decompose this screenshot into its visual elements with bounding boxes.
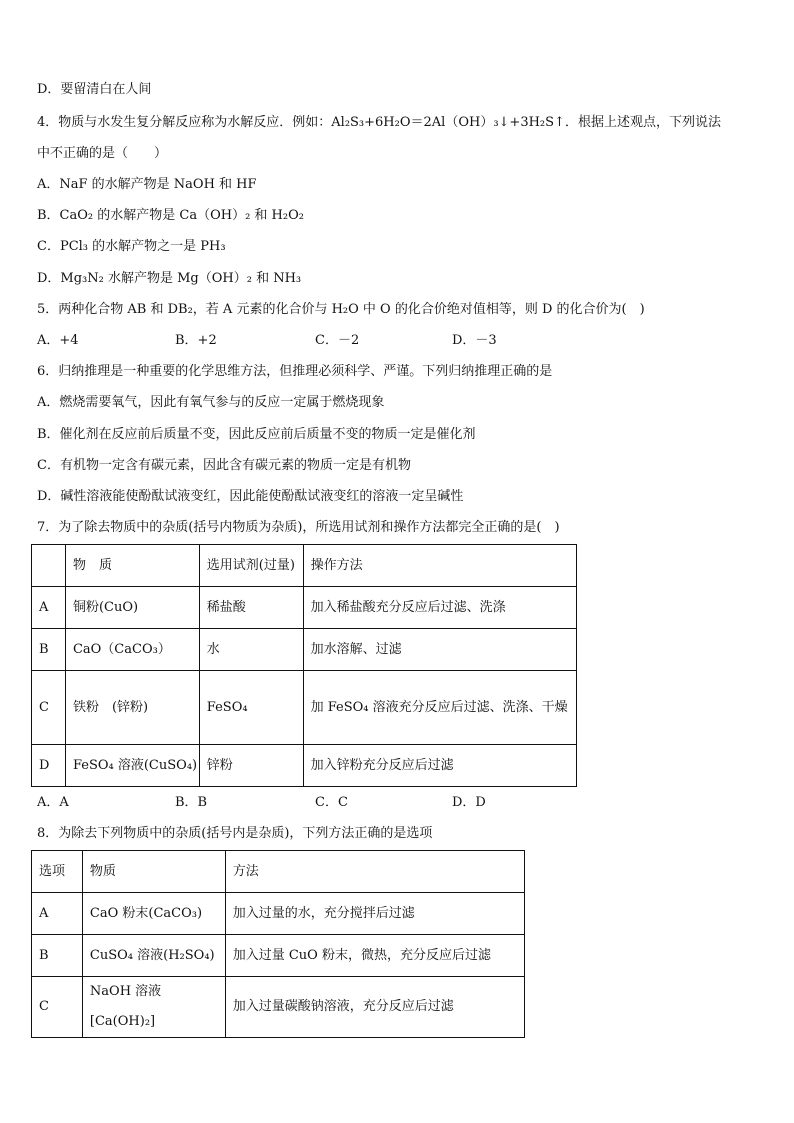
table-cell: 加入过量 CuO 粉末，微热，充分反应后过滤 [225,935,524,977]
q7-header-cell: 操作方法 [303,545,576,587]
table-cell: FeSO₄ [199,671,303,745]
table-row [32,977,525,1038]
table-cell: CaO 粉末(CaCO₃) [82,893,225,935]
q5-stem: 5．两种化合物 AB 和 DB₂，若 A 元素的化合价与 H₂O 中 O 的化合价绝对值相等，则 D 的化合价为( ) [37,302,645,317]
q4-option-d: D．Mg₃N₂ 水解产物是 Mg（OH）₂ 和 NH₃ [37,271,302,286]
q8-table-header-row [32,851,525,893]
q6-option-c: C．有机物一定含有碳元素，因此含有碳元素的物质一定是有机物 [37,458,411,473]
table-row [32,893,525,935]
q7-option-b: B．B [175,795,208,810]
q8-header-cell: 方法 [225,851,524,893]
table-row [32,671,577,745]
table-cell: 加入稀盐酸充分反应后过滤、洗涤 [303,587,576,629]
q6-option-b: B．催化剂在反应前后质量不变，因此反应前后质量不变的物质一定是催化剂 [37,427,476,442]
q7-header-cell: 物 质 [65,545,199,587]
q5-option-b: B．+2 [175,333,217,348]
q4-stem-line1: 4．物质与水发生复分解反应称为水解反应．例如：Al₂S₃+6H₂O＝2Al（OH）₃↓+3H₂S↑．根据上述观点，下列说法 [37,115,721,130]
q3-option-d: D．要留清白在人间 [37,82,152,97]
q7-table-header-row [32,545,577,587]
q7-option-d: D．D [452,795,486,810]
table-cell: 加水溶解、过滤 [303,629,576,671]
q6-option-d: D．碱性溶液能使酚酞试液变红，因此能使酚酞试液变红的溶液一定呈碱性 [37,489,464,504]
q4-stem-line2: 中不正确的是（ ） [37,146,168,161]
table-cell: 水 [199,629,303,671]
table-cell: B [32,629,66,671]
table-cell: FeSO₄ 溶液(CuSO₄) [65,745,199,787]
q7-table [31,544,577,787]
table-cell: A [32,587,66,629]
q5-option-d: D．－3 [452,333,497,348]
table-cell: 铁粉 (锌粉) [65,671,199,745]
table-cell: 加入过量的水，充分搅拌后过滤 [225,893,524,935]
table-row [32,629,577,671]
q6-option-a: A．燃烧需要氧气，因此有氧气参与的反应一定属于燃烧现象 [37,395,385,410]
q5-option-c: C．－2 [315,333,360,348]
q8-stem: 8．为除去下列物质中的杂质(括号内是杂质)，下列方法正确的是选项 [37,826,433,841]
table-cell: CuSO₄ 溶液(H₂SO₄) [82,935,225,977]
table-cell: NaOH 溶液[Ca(OH)₂] [82,977,225,1038]
table-cell: B [32,935,83,977]
table-cell: 加入锌粉充分反应后过滤 [303,745,576,787]
q7-stem: 7．为了除去物质中的杂质(括号内物质为杂质)，所选用试剂和操作方法都完全正确的是( ) [37,520,560,535]
q7-header-cell [32,545,66,587]
table-cell: 铜粉(CuO) [65,587,199,629]
table-cell: C [32,671,66,745]
q8-header-cell: 物质 [82,851,225,893]
table-cell: 稀盐酸 [199,587,303,629]
q5-option-a: A．+4 [37,333,79,348]
table-row [32,587,577,629]
q7-option-a: A．A [37,795,69,810]
table-row [32,935,525,977]
table-cell: CaO（CaCO₃） [65,629,199,671]
table-cell: C [32,977,83,1038]
q6-stem: 6．归纳推理是一种重要的化学思维方法，但推理必须科学、严谨。下列归纳推理正确的是 [37,364,553,379]
table-cell: 加入过量碳酸钠溶液，充分反应后过滤 [225,977,524,1038]
table-cell: 加 FeSO₄ 溶液充分反应后过滤、洗涤、干燥 [303,671,576,745]
table-cell: 锌粉 [199,745,303,787]
q4-option-a: A．NaF 的水解产物是 NaOH 和 HF [37,177,257,192]
table-cell: A [32,893,83,935]
q8-table [31,850,525,1038]
q4-option-b: B．CaO₂ 的水解产物是 Ca（OH）₂ 和 H₂O₂ [37,208,304,223]
table-cell: D [32,745,66,787]
q8-header-cell: 选项 [32,851,83,893]
q4-option-c: C．PCl₃ 的水解产物之一是 PH₃ [37,239,226,254]
q7-header-cell: 选用试剂(过量) [199,545,303,587]
table-row [32,745,577,787]
q7-option-c: C．C [315,795,348,810]
